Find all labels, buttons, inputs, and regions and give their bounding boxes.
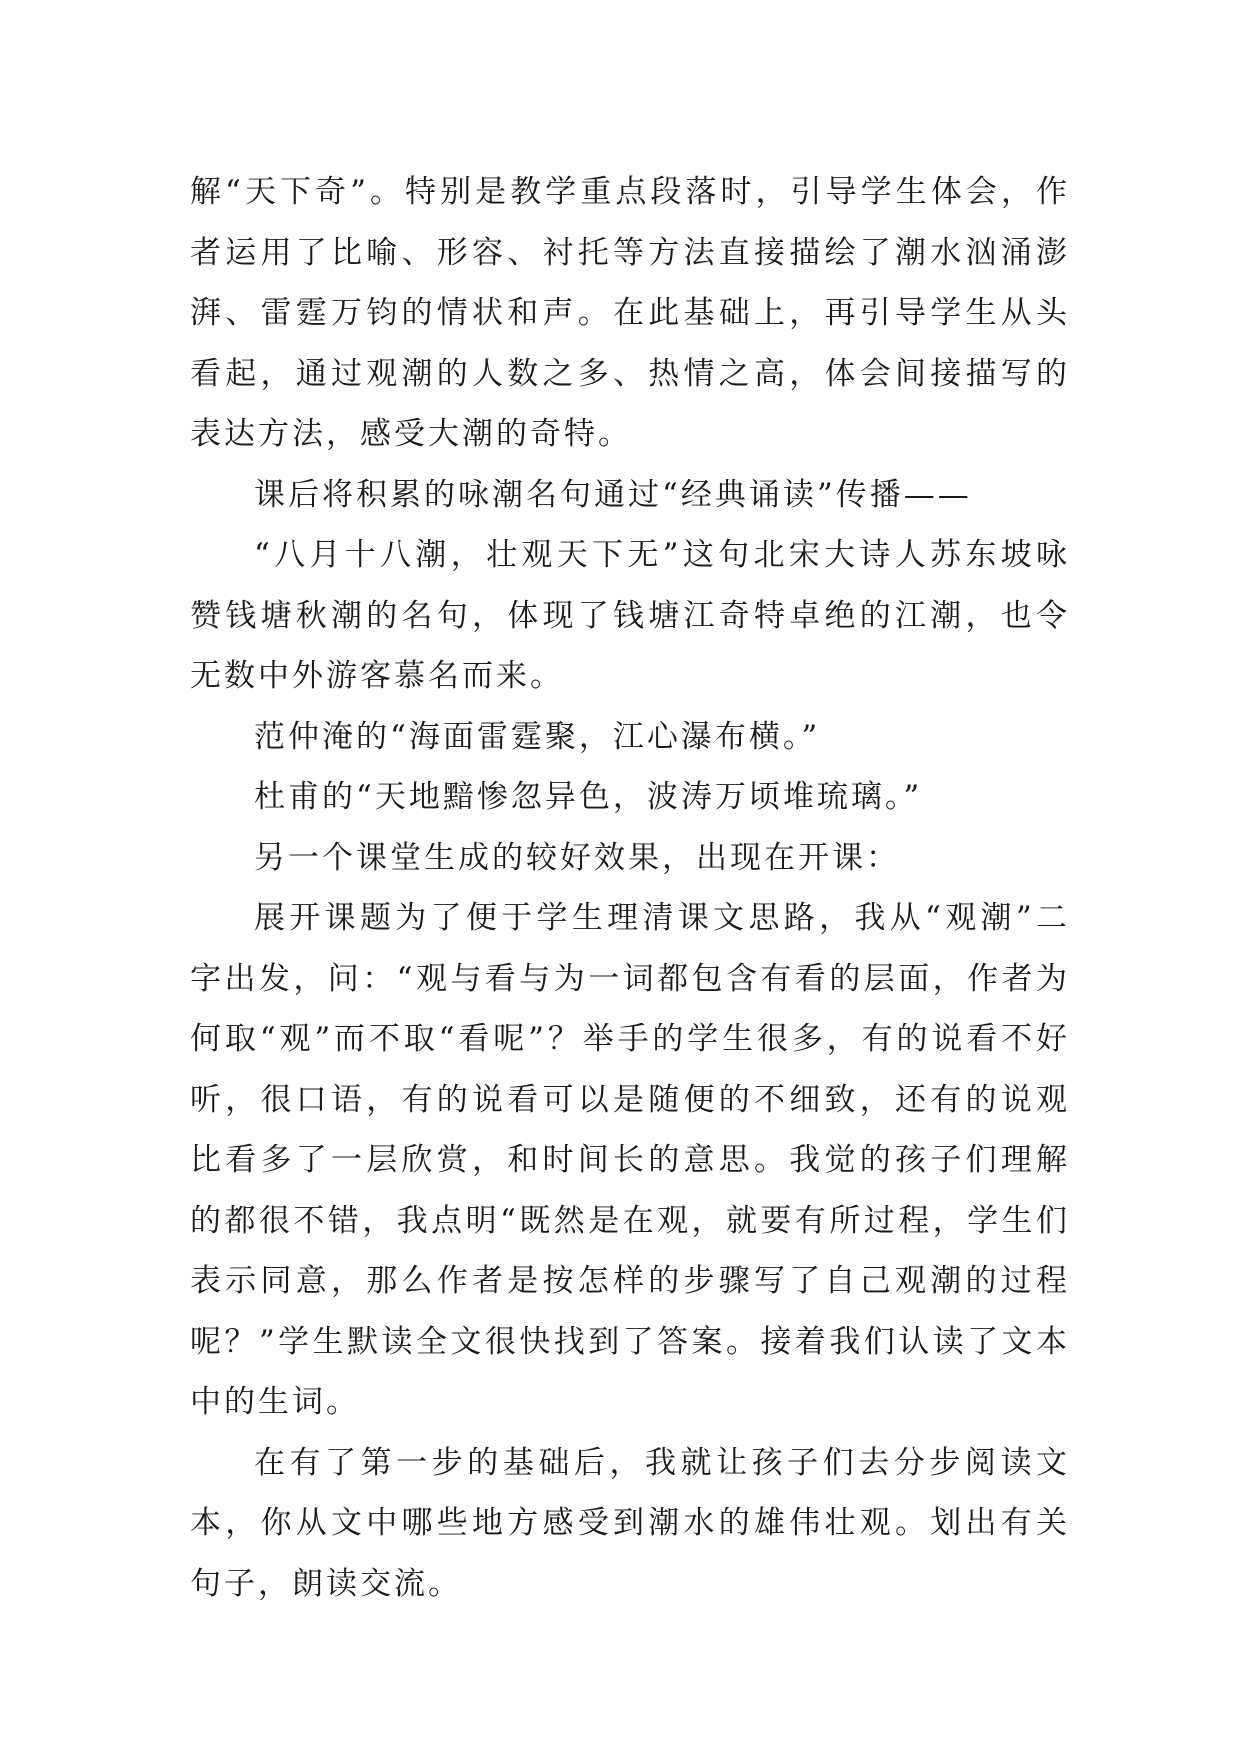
paragraph-1: 解“天下奇”。特别是教学重点段落时，引导学生体会，作者运用了比喻、形容、衬托等方法直接描绘了潮水汹涌澎湃、雷霆万钧的情状和声。在此基础上，再引导学生从头看起，通过观潮的人数之多、热情之高，体会间接描写的表达方法，感受大潮的奇特。 xyxy=(190,174,1070,452)
paragraph-8: 在有了第一步的基础后，我就让孩子们去分步阅读文本，你从文中哪些地方感受到潮水的雄伟壮观。划出有关句子，朗读交流。 xyxy=(190,1444,1070,1602)
paragraph-2: 课后将积累的咏潮名句通过“经典诵读”传播—— xyxy=(254,476,972,513)
paragraph-3: “八月十八潮，壮观天下无”这句北宋大诗人苏东坡咏赞钱塘秋潮的名句，体现了钱塘江奇特卓绝的江潮，也令无数中外游客慕名而来。 xyxy=(190,537,1070,694)
paragraph-6: 另一个课堂生成的较好效果，出现在开课： xyxy=(254,839,900,876)
paragraph-7: 展开课题为了便于学生理清课文思路，我从“观潮”二字出发，问：“观与看与为一词都包含有看的层面，作者为何取“观”而不取“看呢”？举手的学生很多，有的说看不好听，很口语，有的说看可以是随便的不细致，还有的说观比看多了一层欣赏，和时间长的意思。我觉的孩子们理解的都很不错，我点明“既然是在观，就要有所过程，学生们表示同意，那么作者是按怎样的步骤写了自己观潮的过程呢？”学生默读全文很快找到了答案。接着我们认读了文本中的生词。 xyxy=(190,900,1070,1420)
paragraph-5: 杜甫的“天地黯惨忽异色，波涛万顷堆琉璃。” xyxy=(254,779,923,815)
document-body xyxy=(190,162,1070,1614)
paragraph-4: 范仲淹的“海面雷霆聚，江心瀑布横。” xyxy=(254,718,821,755)
